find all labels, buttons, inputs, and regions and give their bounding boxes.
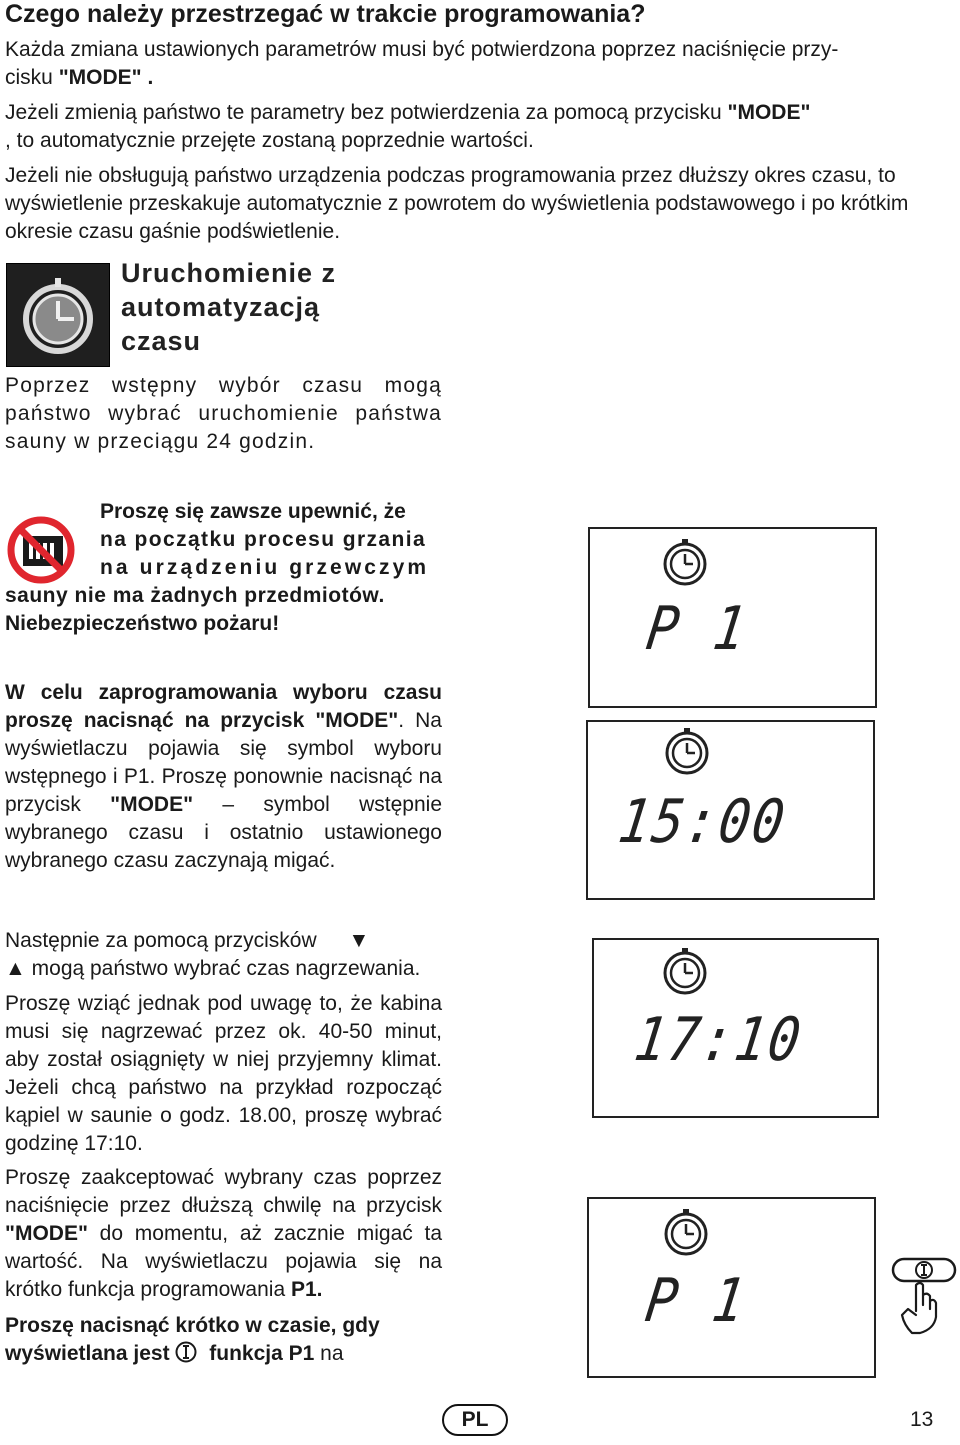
section-title: [121, 256, 336, 358]
mode-label: "MODE" .: [58, 66, 154, 89]
mode-label: "MODE": [5, 1222, 88, 1245]
warning-text-right: [100, 498, 442, 582]
step1-paragraph: [5, 679, 442, 875]
language-badge: PL: [442, 1404, 508, 1436]
up-arrow-icon: ▲: [5, 957, 26, 980]
text: do momentu, aż zacznie migać ta wartość. Na wyświetlaczu pojawia się na krótko funkcja programowania: [5, 1222, 442, 1301]
warning-line: Niebezpieczeństwo pożaru!: [5, 612, 280, 635]
text: na: [320, 1342, 344, 1365]
mode-label: "MODE": [110, 793, 194, 816]
step2-accept-paragraph: [5, 1164, 442, 1304]
mode-button-icon: [175, 1341, 197, 1363]
timer-section-icon: [6, 263, 110, 367]
text: Każda zmiana ustawionych parametrów musi być potwierdzona poprzez naciśnięcie przy-: [5, 38, 839, 61]
timer-clock-icon: [660, 537, 710, 587]
timer-clock-icon: [7, 264, 109, 366]
warning-line: sauny nie ma żadnych przedmiotów.: [5, 584, 385, 607]
page-title: Czego należy przestrzegać w trakcie programowania?: [5, 0, 646, 28]
text: Proszę zaakceptować wybrany czas poprzez naciśnięcie przez dłuższą chwilę na przycisk: [5, 1166, 442, 1217]
warning-line: Proszę się zawsze upewnić, że: [100, 500, 406, 523]
lcd-value: 17:10: [630, 1006, 807, 1075]
timer-clock-icon: [662, 726, 712, 776]
paragraph-confirm: [5, 36, 945, 92]
text: cisku: [5, 66, 53, 89]
section-title-line: Uruchomienie z: [121, 258, 337, 288]
paragraph-timeout: Jeżeli nie obsługują państwo urządzenia podczas programowania przez dłuższy okres czasu, to wyświetlenie przeskakuje automatycznie z powrotem do wyświetlenia podstawowego i po krótkim okresie czasu gaśnie podświetlenie.: [5, 164, 909, 243]
timer-clock-icon: [661, 1207, 711, 1257]
section-title-line: automatyzacją: [121, 292, 321, 322]
lcd-display-1500: [586, 720, 875, 900]
text: Następnie za pomocą przycisków: [5, 929, 317, 952]
section-title-line: czasu: [121, 326, 202, 356]
lcd-value: P 1: [641, 1267, 751, 1336]
p1-label: P1.: [290, 1278, 323, 1301]
press-mode-button-icon: [890, 1255, 958, 1337]
text: Na wyświetlaczu pojawia się symbol wyboru wstępnego i P1. Proszę ponownie nacisnąć na przycisk: [5, 709, 442, 816]
text: funkcja P1: [209, 1342, 315, 1365]
step1-instruction: W celu zaprogramowania wyboru czasu proszę nacisnąć na przycisk "MODE": [5, 681, 442, 732]
timer-clock-icon: [660, 946, 710, 996]
text: , to automatycznie przejęte zostaną poprzednie wartości.: [5, 129, 534, 152]
text: Jeżeli zmienią państwo te parametry bez potwierdzenia za pomocą przycisku: [5, 101, 722, 124]
step2-heating-paragraph: Proszę wziąć jednak pod uwagę to, że kabina musi się nagrzewać przez ok. 40-50 minut, aby został osiągnięty w niej przyjemny klimat. Jeżeli chcą państwo na przykład rozpocząć kąpiel w saunie o godz. 18.00, proszę wybrać godzinę 17:10.: [5, 992, 442, 1155]
text: – symbol wstępnie wybranego czasu i ostatnio ustawionego wybranego czasu zaczynają migać.: [5, 793, 443, 872]
down-arrow-icon: ▼: [348, 929, 370, 952]
warning-line: na początku procesu grzania: [100, 528, 427, 551]
lcd-display-1710: [592, 938, 879, 1118]
step2-arrows-paragraph: [5, 927, 445, 983]
step2-press-paragraph: [5, 1312, 445, 1368]
paragraph-unconfirmed: [5, 99, 950, 155]
no-objects-on-heater-icon: [6, 514, 76, 584]
warning-text-full: [5, 582, 445, 638]
lcd-value: 15:00: [614, 788, 791, 857]
lcd-value: P 1: [642, 595, 752, 664]
section-intro: Poprzez wstępny wybór czasu mogą państwo wybrać uruchomienie państwa sauny w przeciągu 24 godzin.: [5, 374, 442, 453]
page-number: 13: [910, 1408, 934, 1431]
lcd-display-p1-confirm: [587, 1197, 876, 1378]
text: mogą państwo wybrać czas nagrzewania.: [31, 957, 421, 980]
warning-line: na urządzeniu grzewczym: [100, 556, 430, 579]
text: Proszę nacisnąć krótko w czasie, gdy wyświetlana jest: [5, 1314, 380, 1365]
lcd-display-p1: [588, 527, 877, 708]
text: .: [398, 709, 405, 732]
mode-label: "MODE": [727, 101, 811, 124]
